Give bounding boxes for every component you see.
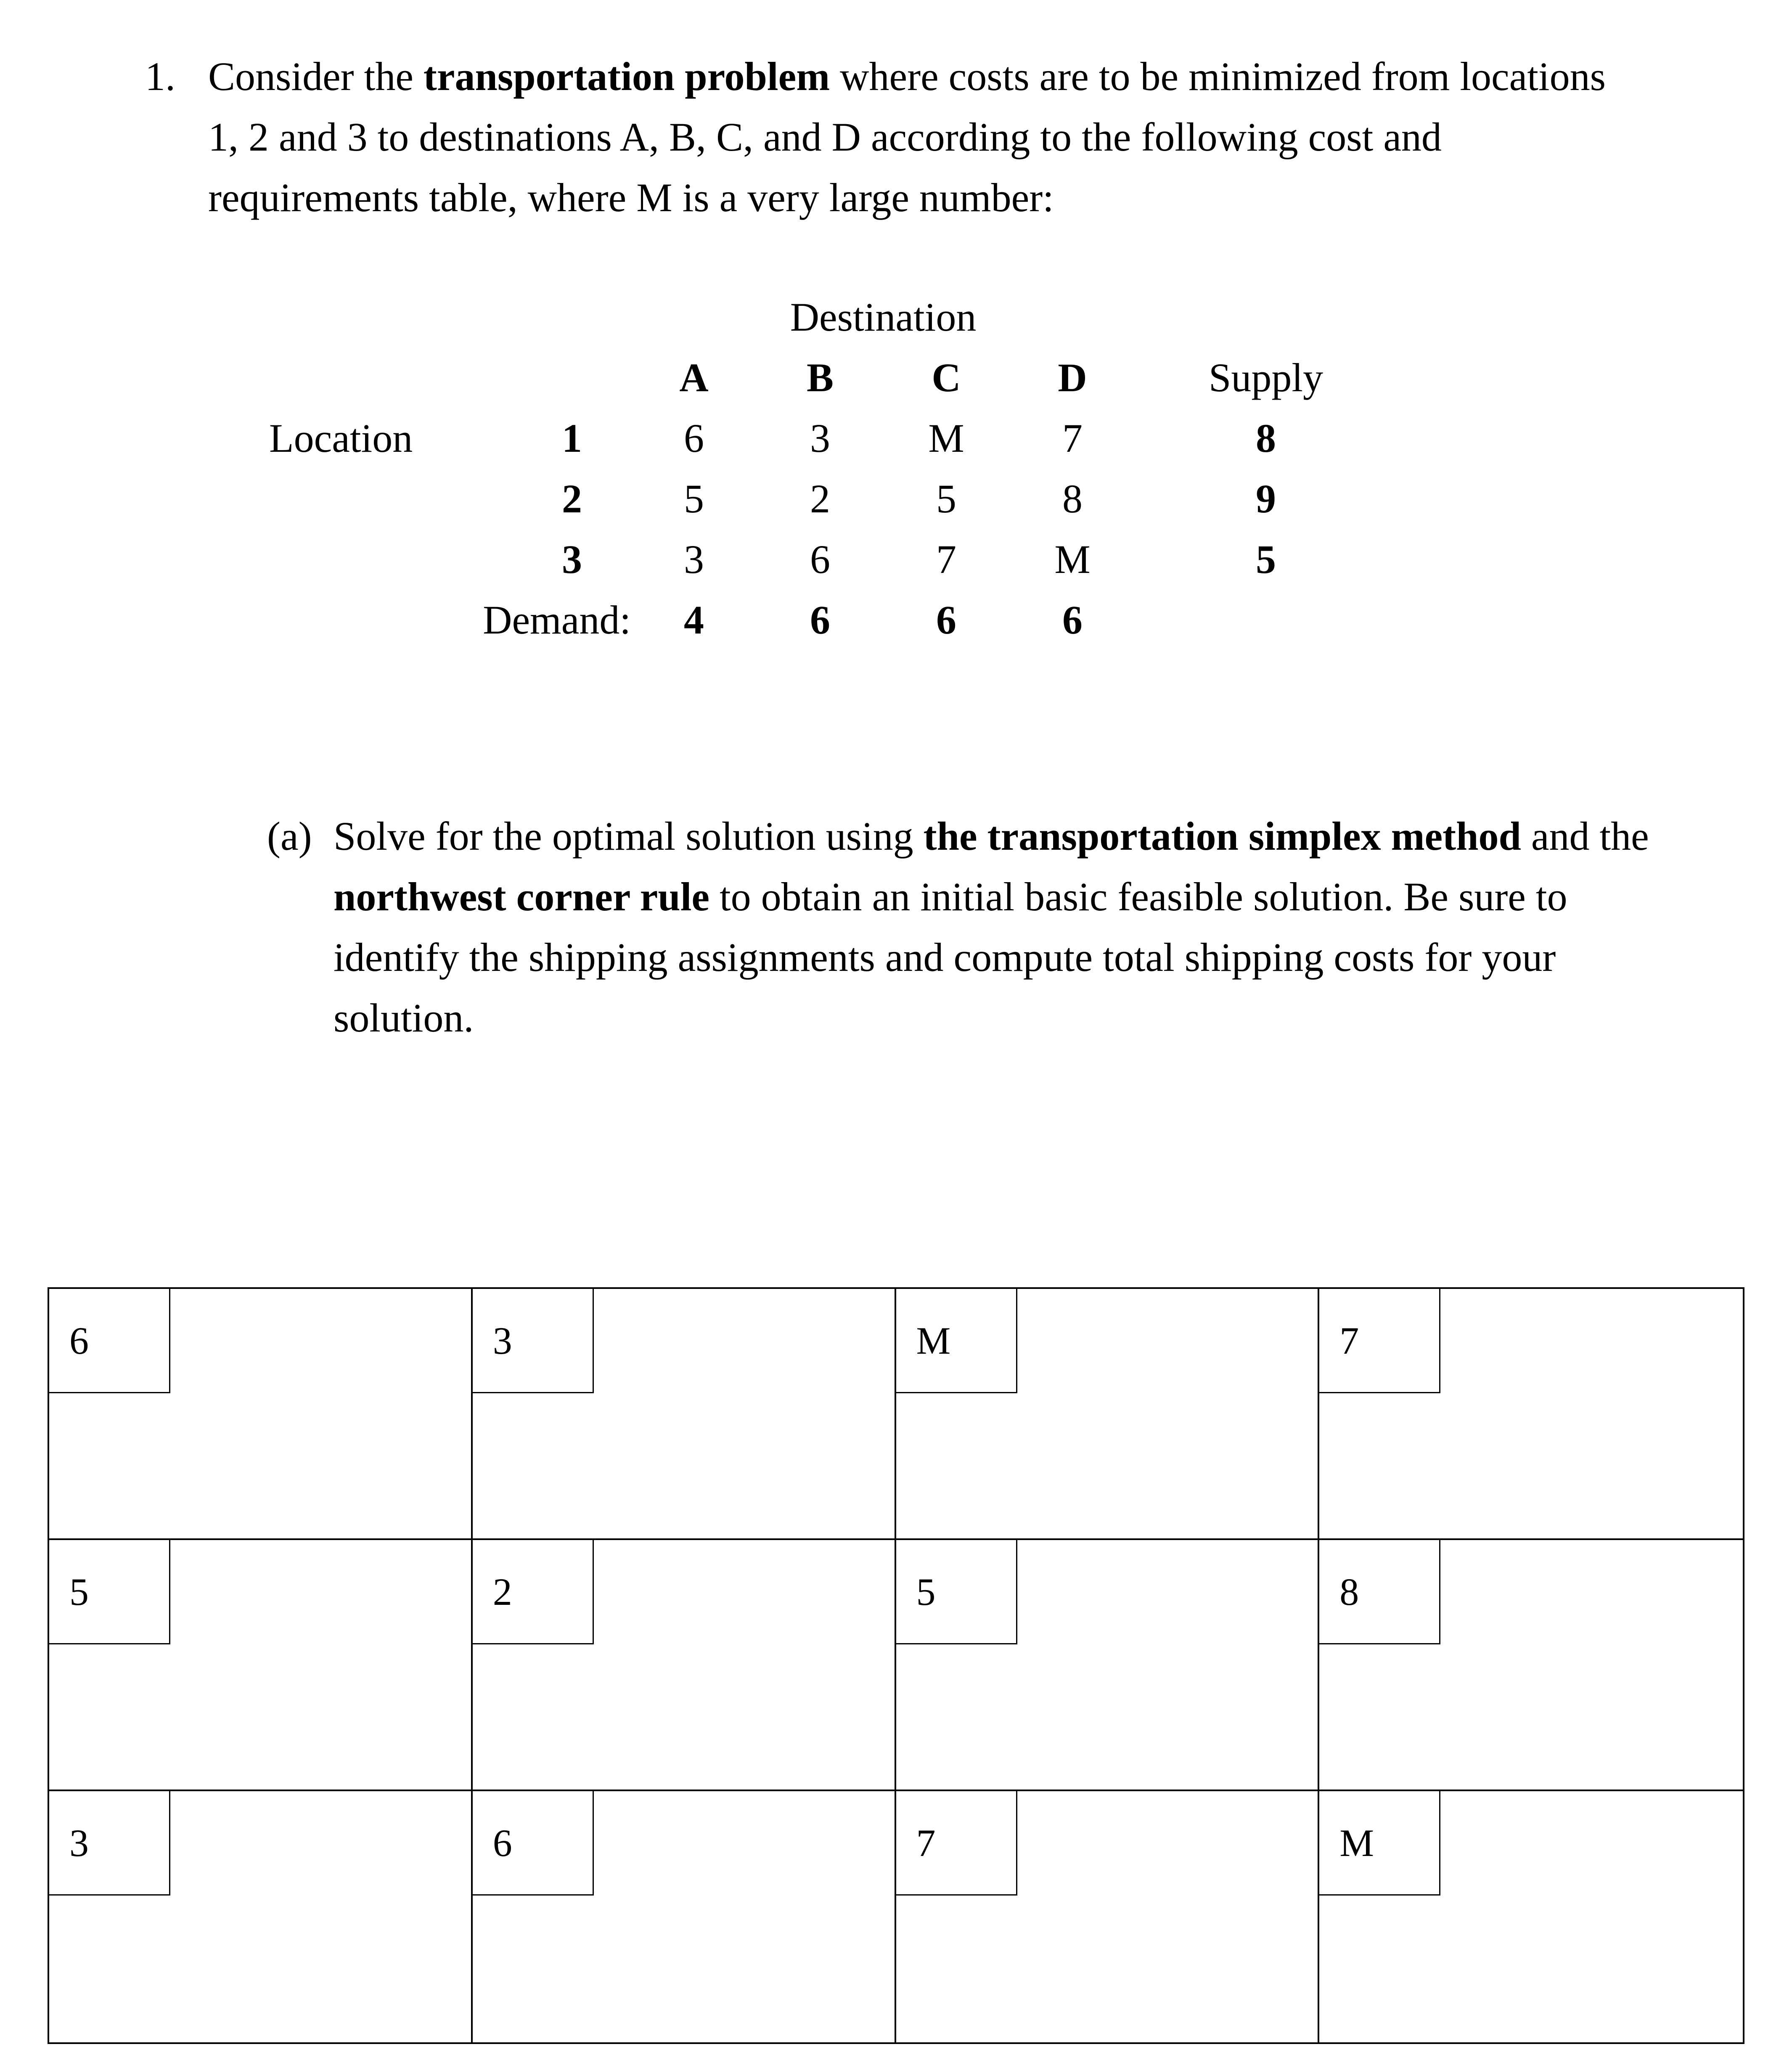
row-2-name: 2	[562, 476, 582, 521]
demand-label: Demand:	[483, 597, 631, 642]
location-row-1	[269, 408, 1396, 469]
demand-a: 4	[684, 597, 704, 642]
supply-2: 9	[1256, 476, 1276, 521]
cell-cost: 6	[69, 1319, 89, 1362]
problem-statement	[145, 46, 1625, 228]
supply-3: 5	[1256, 537, 1276, 582]
part-a-text	[334, 806, 1654, 1048]
cost-2-d: 8	[1062, 476, 1083, 521]
problem-text-part: Consider the	[208, 54, 424, 99]
cost-3-c: 7	[936, 537, 956, 582]
cell-cost: 3	[69, 1821, 89, 1864]
cost-1-b: 3	[810, 416, 830, 461]
supply-1: 8	[1256, 416, 1276, 461]
part-a-text-bold: northwest corner rule	[334, 874, 709, 919]
tableau-cell-2-b	[473, 1540, 896, 1791]
part-a-text-part: Solve for the optimal solution using	[334, 814, 924, 859]
cell-cost: 7	[916, 1821, 936, 1864]
cost-corner-box	[1319, 1540, 1440, 1644]
location-row-3	[269, 529, 1396, 590]
col-header-b: B	[806, 355, 834, 400]
cell-cost: M	[916, 1319, 951, 1362]
tableau-cell-1-a	[49, 1289, 473, 1540]
part-a-label: (a)	[267, 814, 312, 859]
transportation-tableau	[48, 1287, 1744, 2044]
tableau-cell-1-b	[473, 1289, 896, 1540]
col-header-d: D	[1058, 355, 1087, 400]
destination-label: Destination	[790, 294, 977, 339]
cost-1-c: M	[928, 416, 964, 461]
part-a-text-part: to obtain an initial basic feasible solution. Be sure to identify the shipping assignments and compute total shipping costs for your solution.	[334, 874, 1567, 1040]
cost-1-d: 7	[1062, 416, 1083, 461]
column-header-row	[269, 347, 1396, 408]
cell-cost: 7	[1339, 1319, 1359, 1362]
tableau-cell-2-d	[1319, 1540, 1743, 1791]
cost-corner-box	[473, 1540, 594, 1644]
cell-cost: 2	[492, 1570, 512, 1613]
cost-3-b: 6	[810, 537, 830, 582]
cost-2-c: 5	[936, 476, 956, 521]
row-3-name: 3	[562, 537, 582, 582]
location-label: Location	[269, 416, 413, 461]
tableau-cell-3-a	[49, 1791, 473, 2042]
cost-corner-box	[49, 1791, 170, 1896]
document-page	[0, 46, 1792, 1864]
part-a	[267, 806, 1655, 1048]
tableau-cell-3-d	[1319, 1791, 1743, 2042]
tableau-cell-3-b	[473, 1791, 896, 2042]
cost-corner-box	[473, 1791, 594, 1896]
supply-label: Supply	[1209, 355, 1323, 400]
cost-3-a: 3	[684, 537, 704, 582]
tableau-cell-1-c	[896, 1289, 1320, 1540]
cost-corner-box	[473, 1289, 594, 1393]
demand-row	[269, 590, 1396, 650]
cost-corner-box	[896, 1791, 1017, 1896]
col-header-c: C	[932, 355, 961, 400]
cell-cost: 5	[916, 1570, 936, 1613]
problem-text-part: where costs are to be minimized from locations 1, 2 and 3 to destinations A, B, C, and D according to the following cost and requirements table, where M is a very large number:	[208, 54, 1606, 220]
tableau-cell-3-c	[896, 1791, 1320, 2042]
cell-cost: 8	[1339, 1570, 1359, 1613]
cost-2-a: 5	[684, 476, 704, 521]
cost-3-d: M	[1054, 537, 1091, 582]
cost-table	[269, 287, 1396, 650]
cell-cost: 6	[492, 1821, 512, 1864]
problem-text-bold: transportation problem	[423, 54, 830, 99]
cost-corner-box	[896, 1540, 1017, 1644]
cell-cost: 5	[69, 1570, 89, 1613]
destination-header-row	[269, 287, 1396, 347]
cost-2-b: 2	[810, 476, 830, 521]
cost-corner-box	[1319, 1289, 1440, 1393]
tableau-cell-2-a	[49, 1540, 473, 1791]
part-a-text-bold: the transportation simplex method	[923, 814, 1521, 859]
cost-corner-box	[896, 1289, 1017, 1393]
cost-corner-box	[1319, 1791, 1440, 1896]
problem-number: 1.	[145, 54, 175, 99]
part-a-text-part: and the	[1521, 814, 1649, 859]
demand-b: 6	[810, 597, 830, 642]
col-header-a: A	[679, 355, 709, 400]
tableau-cell-1-d	[1319, 1289, 1743, 1540]
location-row-2	[269, 469, 1396, 529]
cost-corner-box	[49, 1289, 170, 1393]
cost-corner-box	[49, 1540, 170, 1644]
demand-c: 6	[936, 597, 956, 642]
problem-text	[208, 46, 1625, 228]
tableau-cell-2-c	[896, 1540, 1320, 1791]
cell-cost: M	[1339, 1821, 1374, 1864]
cell-cost: 3	[492, 1319, 512, 1362]
demand-d: 6	[1062, 597, 1083, 642]
row-1-name: 1	[562, 416, 582, 461]
cost-1-a: 6	[684, 416, 704, 461]
